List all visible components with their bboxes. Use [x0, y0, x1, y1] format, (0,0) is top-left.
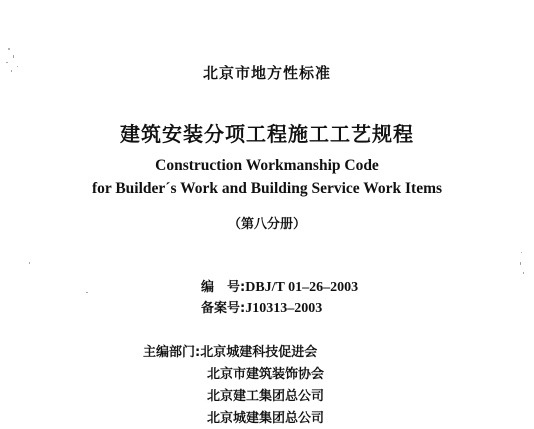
scan-speck — [521, 252, 522, 253]
title-chinese: 建筑安装分项工程施工工艺规程 — [120, 122, 414, 146]
editor-row — [143, 407, 324, 429]
editor-organization: 北京城建科技促进会 — [200, 345, 318, 360]
editor-row — [143, 341, 324, 363]
editor-row — [143, 385, 324, 407]
editor-organization: 北京建工集团总公司 — [207, 389, 325, 404]
chief-editor-label: 主编部门 — [143, 345, 196, 360]
standard-code-separator: : — [240, 280, 246, 295]
scan-speck — [520, 262, 521, 265]
editor-organization: 北京城建集团总公司 — [207, 411, 325, 426]
standard-code-line — [201, 276, 358, 296]
chief-editor-block — [143, 341, 324, 429]
filing-number-label: 备案号 — [201, 301, 241, 316]
scan-speck — [523, 272, 524, 274]
filing-number-value: J10313–2003 — [245, 301, 323, 316]
standard-code-value: DBJ/T 01–26–2003 — [245, 280, 359, 295]
series-label: 北京市地方性标准 — [202, 64, 331, 82]
title-english-line2: for Builder´s Work and Building Service Work Items — [91, 180, 443, 197]
chief-editor-separator: : — [195, 345, 201, 360]
scan-speck — [8, 48, 10, 50]
scan-speck — [13, 55, 14, 58]
title-english-line1: Construction Workmanship Code — [155, 157, 379, 174]
filing-number-line — [201, 297, 322, 317]
standard-code-label: 编 号 — [201, 280, 241, 295]
editor-organization: 北京市建筑装饰协会 — [207, 367, 325, 382]
scan-speck — [86, 292, 88, 293]
scan-speck — [29, 262, 30, 264]
volume-label: （第八分册） — [227, 217, 306, 232]
editor-row — [143, 363, 324, 385]
filing-number-separator: : — [240, 301, 246, 316]
